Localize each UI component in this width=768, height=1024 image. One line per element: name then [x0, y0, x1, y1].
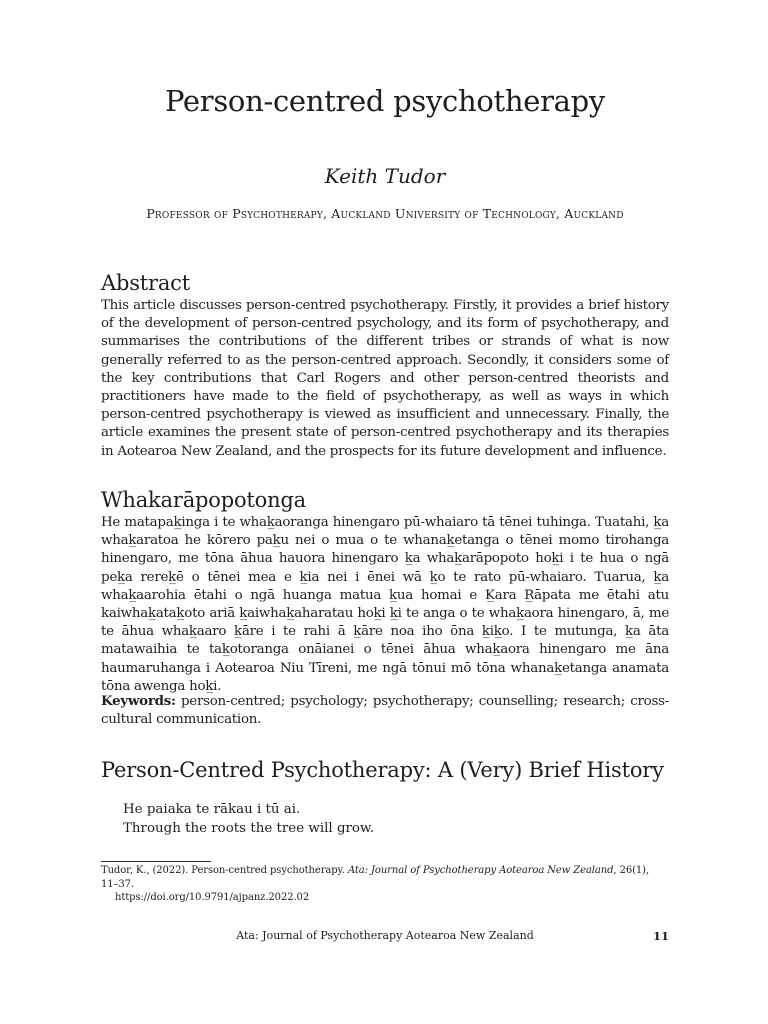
keywords-paragraph	[101, 692, 669, 729]
footnote-rule	[101, 861, 211, 862]
abstract-text: This article discusses person-centred psychotherapy. Firstly, it provides a brief history of the development of person-centred psychology, and its form of psychotherapy, and summarises the contributions of the different tribes or strands of what is now generally referred to as the person-centred approach. Secondly, it considers some of the key contributions that Carl Rogers and other person-centred theorists and practitioners have made to the field of psychotherapy, as well as ways in which person-centred psychotherapy is viewed as insufficient and unnecessary. Finally, the article examines the present state of person-centred psychotherapy and its therapies in Aotearoa New Zealand, and the prospects for its future development and influence.	[101, 298, 669, 459]
footer-journal-name: Ata: Journal of Psychotherapy Aotearoa New Zealand	[236, 929, 534, 942]
epigraph-english: Through the roots the tree will grow.	[123, 821, 375, 836]
citation-authors: Tudor, K., (2022). Person-centred psychotherapy.	[101, 865, 348, 876]
epigraph-maori: He paiaka te rākau i tū ai.	[123, 802, 301, 817]
history-heading: Person-Centred Psychotherapy: A (Very) Brief History	[101, 758, 664, 782]
citation-journal: Ata: Journal of Psychotherapy Aotearoa New Zealand	[347, 865, 614, 876]
citation-doi-link[interactable]: https://doi.org/10.9791/ajpanz.2022.02	[115, 892, 310, 903]
footnote-citation	[101, 864, 669, 905]
article-title: Person-centred psychotherapy	[165, 84, 605, 118]
epigraph	[123, 800, 374, 838]
author-name: Keith Tudor	[324, 164, 446, 188]
citation-volume: , 26(1), 11–37.	[101, 865, 650, 890]
abstract-heading: Abstract	[101, 271, 190, 295]
keywords-list: person-centred; psychology; psychotherapy; counselling; research; cross-cultural communication.	[101, 694, 669, 728]
page-number: 11	[652, 929, 669, 943]
author-affiliation: Professor of Psychotherapy, Auckland University of Technology, Auckland	[146, 206, 624, 221]
whakarapopotonga-heading: Whakarāpopotonga	[101, 488, 306, 512]
whakarapopotonga-text: He matapak̲inga i te whak̲aoranga hinengaro pū-whaiaro tā tēnei tuhinga. Tuatahi, k̲a whak̲aratoa he kōrero pak̲u nei o mua o te whanak̲etanga o tēnei momo tirohanga hinengaro, me tōna āhua hauora hinengaro k̲a whak̲arāpopoto hok̲i i te hua o ngā pek̲a rerek̲ē o tēnei mea e k̲ia nei i ēnei wā k̲o te rato pū-whaiaro. Tuarua, k̲a whak̲aarohia ētahi o ngā huanga matua k̲ua homai e K̲ara R̲āpata me ētahi atu kaiwhak̲atak̲oto ariā k̲aiwhak̲aharatau hok̲i k̲i te anga o te whak̲aora hinengaro, ā, me te āhua whak̲aaro k̲āre i te rahi ā k̲āre noa iho ōna k̲ik̲o. I te mutunga, k̲a āta matawaihia te tak̲otoranga onāianei o tēnei āhua whak̲aora hinengaro me āna haumaruhanga i Aotearoa Niu Tīreni, me ngā tōnui mō tōna whanak̲etanga anamata tōna awenga hok̲i.	[101, 515, 669, 694]
keywords-label: Keywords:	[101, 693, 176, 709]
